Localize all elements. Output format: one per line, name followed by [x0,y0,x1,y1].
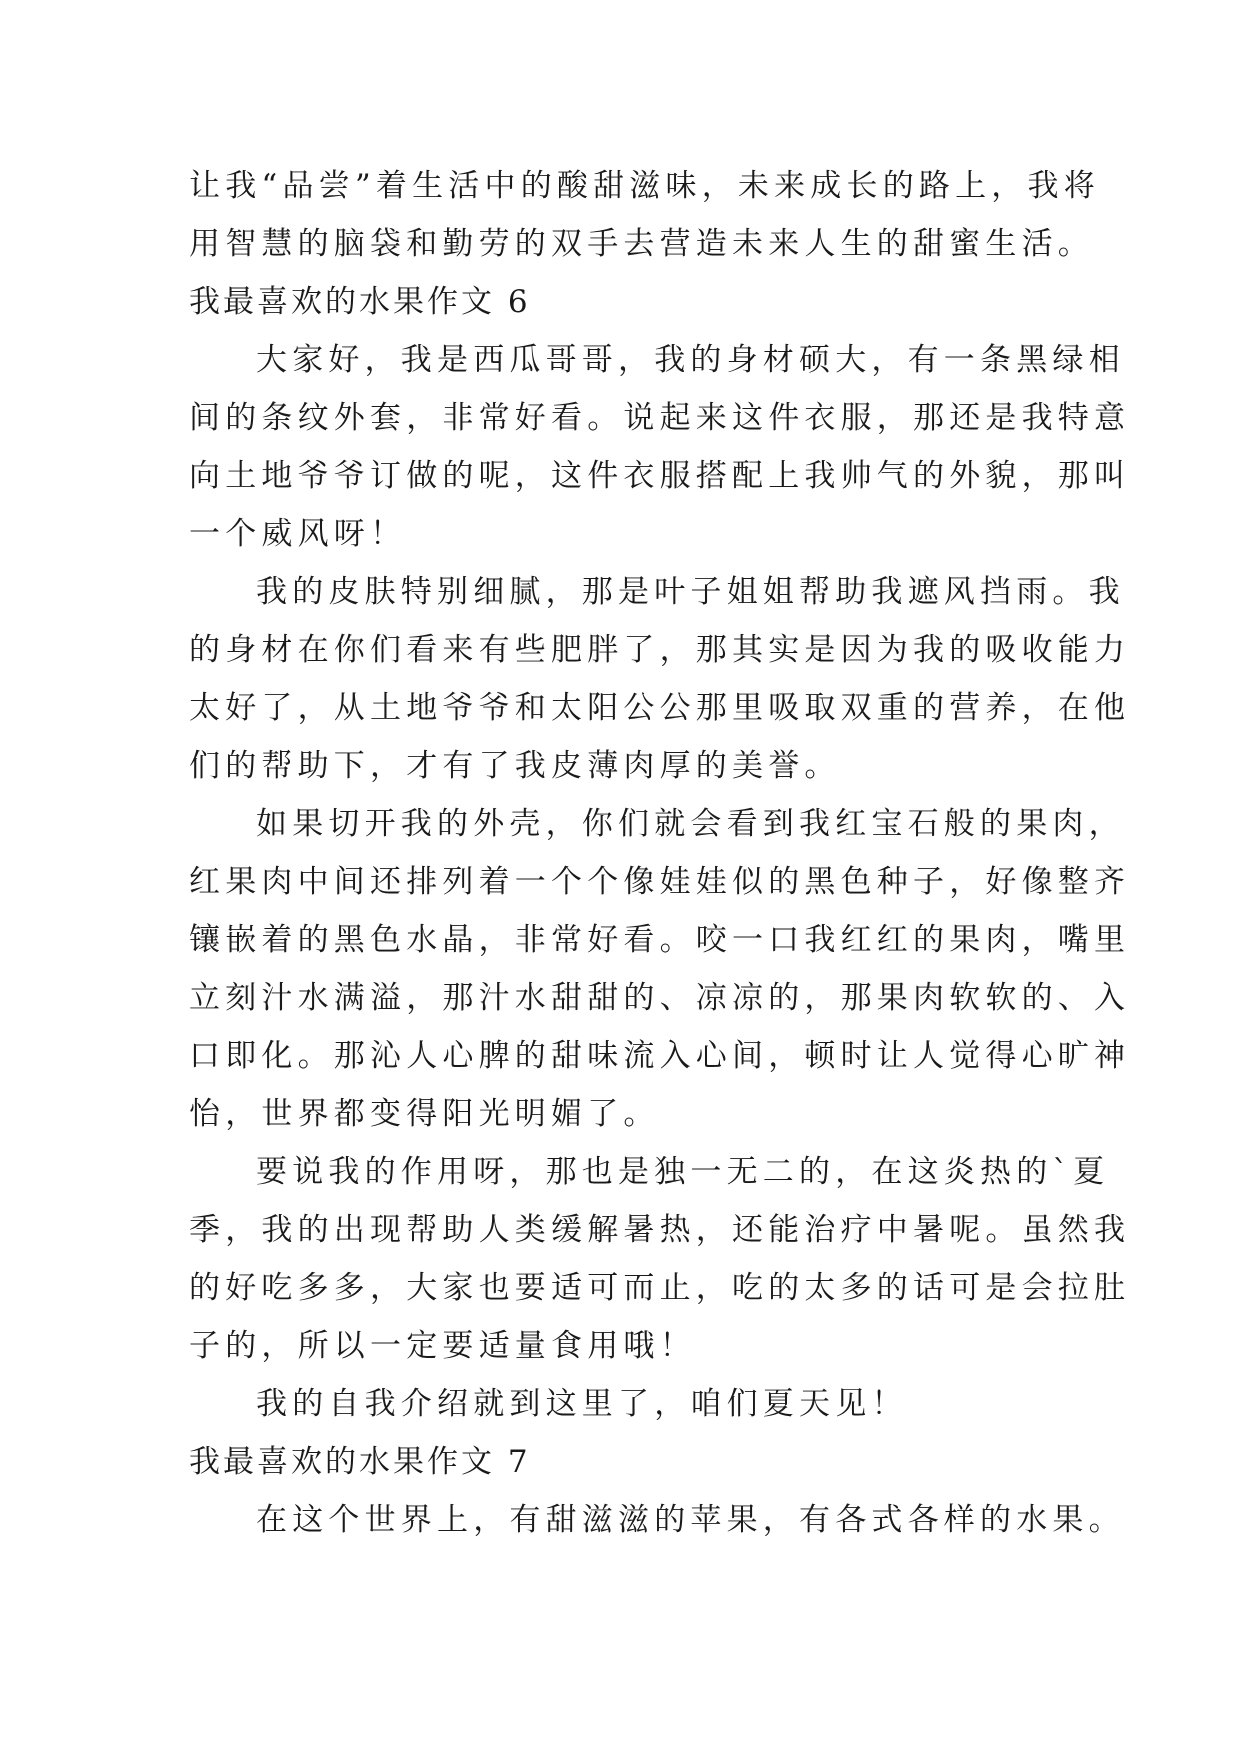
body-text-line: 们的帮助下，才有了我皮薄肉厚的美誉。 [189,748,841,784]
section-heading: 我最喜欢的水果作文 6 [189,284,531,320]
body-text-line: 怡，世界都变得阳光明媚了。 [189,1096,660,1132]
paragraph-first-line: 要说我的作用呀，那也是独一无二的，在这炎热的`夏 [256,1154,1110,1190]
body-text-line: 间的条纹外套，非常好看。说起来这件衣服，那还是我特意 [189,400,1131,436]
body-text-line: 一个威风呀！ [189,516,407,552]
body-text-line: 子的，所以一定要适量食用哦！ [189,1328,696,1364]
body-text-line: 立刻汁水满溢，那汁水甜甜的、凉凉的，那果肉软软的、入 [189,980,1131,1016]
section-heading: 我最喜欢的水果作文 7 [189,1444,531,1480]
body-text-line: 红果肉中间还排列着一个个像娃娃似的黑色种子，好像整齐 [189,864,1131,900]
body-text-line: 的好吃多多，大家也要适可而止，吃的太多的话可是会拉肚 [189,1270,1131,1306]
paragraph-first-line: 在这个世界上，有甜滋滋的苹果，有各式各样的水果。 [256,1502,1125,1538]
body-text-line: 的身材在你们看来有些肥胖了，那其实是因为我的吸收能力 [189,632,1131,668]
body-text-line: 用智慧的脑袋和勤劳的双手去营造未来人生的甜蜜生活。 [189,226,1094,262]
body-text-line: 季，我的出现帮助人类缓解暑热，还能治疗中暑呢。虽然我 [189,1212,1131,1248]
body-text-line: 镶嵌着的黑色水晶，非常好看。咬一口我红红的果肉，嘴里 [189,922,1131,958]
paragraph-first-line: 如果切开我的外壳，你们就会看到我红宝石般的果肉， [256,806,1125,842]
paragraph-first-line: 我的自我介绍就到这里了，咱们夏天见！ [256,1386,908,1422]
paragraph-first-line: 大家好，我是西瓜哥哥，我的身材硕大，有一条黑绿相 [256,342,1125,378]
body-text-line: 口即化。那沁人心脾的甜味流入心间，顿时让人觉得心旷神 [189,1038,1131,1074]
body-text-line: 向土地爷爷订做的呢，这件衣服搭配上我帅气的外貌，那叫 [189,458,1131,494]
paragraph-first-line: 我的皮肤特别细腻，那是叶子姐姐帮助我遮风挡雨。我 [256,574,1125,610]
body-text-line: 太好了，从土地爷爷和太阳公公那里吸取双重的营养，在他 [189,690,1131,726]
body-text-line: 让我“品尝”着生活中的酸甜滋味，未来成长的路上，我将 [189,168,1100,204]
